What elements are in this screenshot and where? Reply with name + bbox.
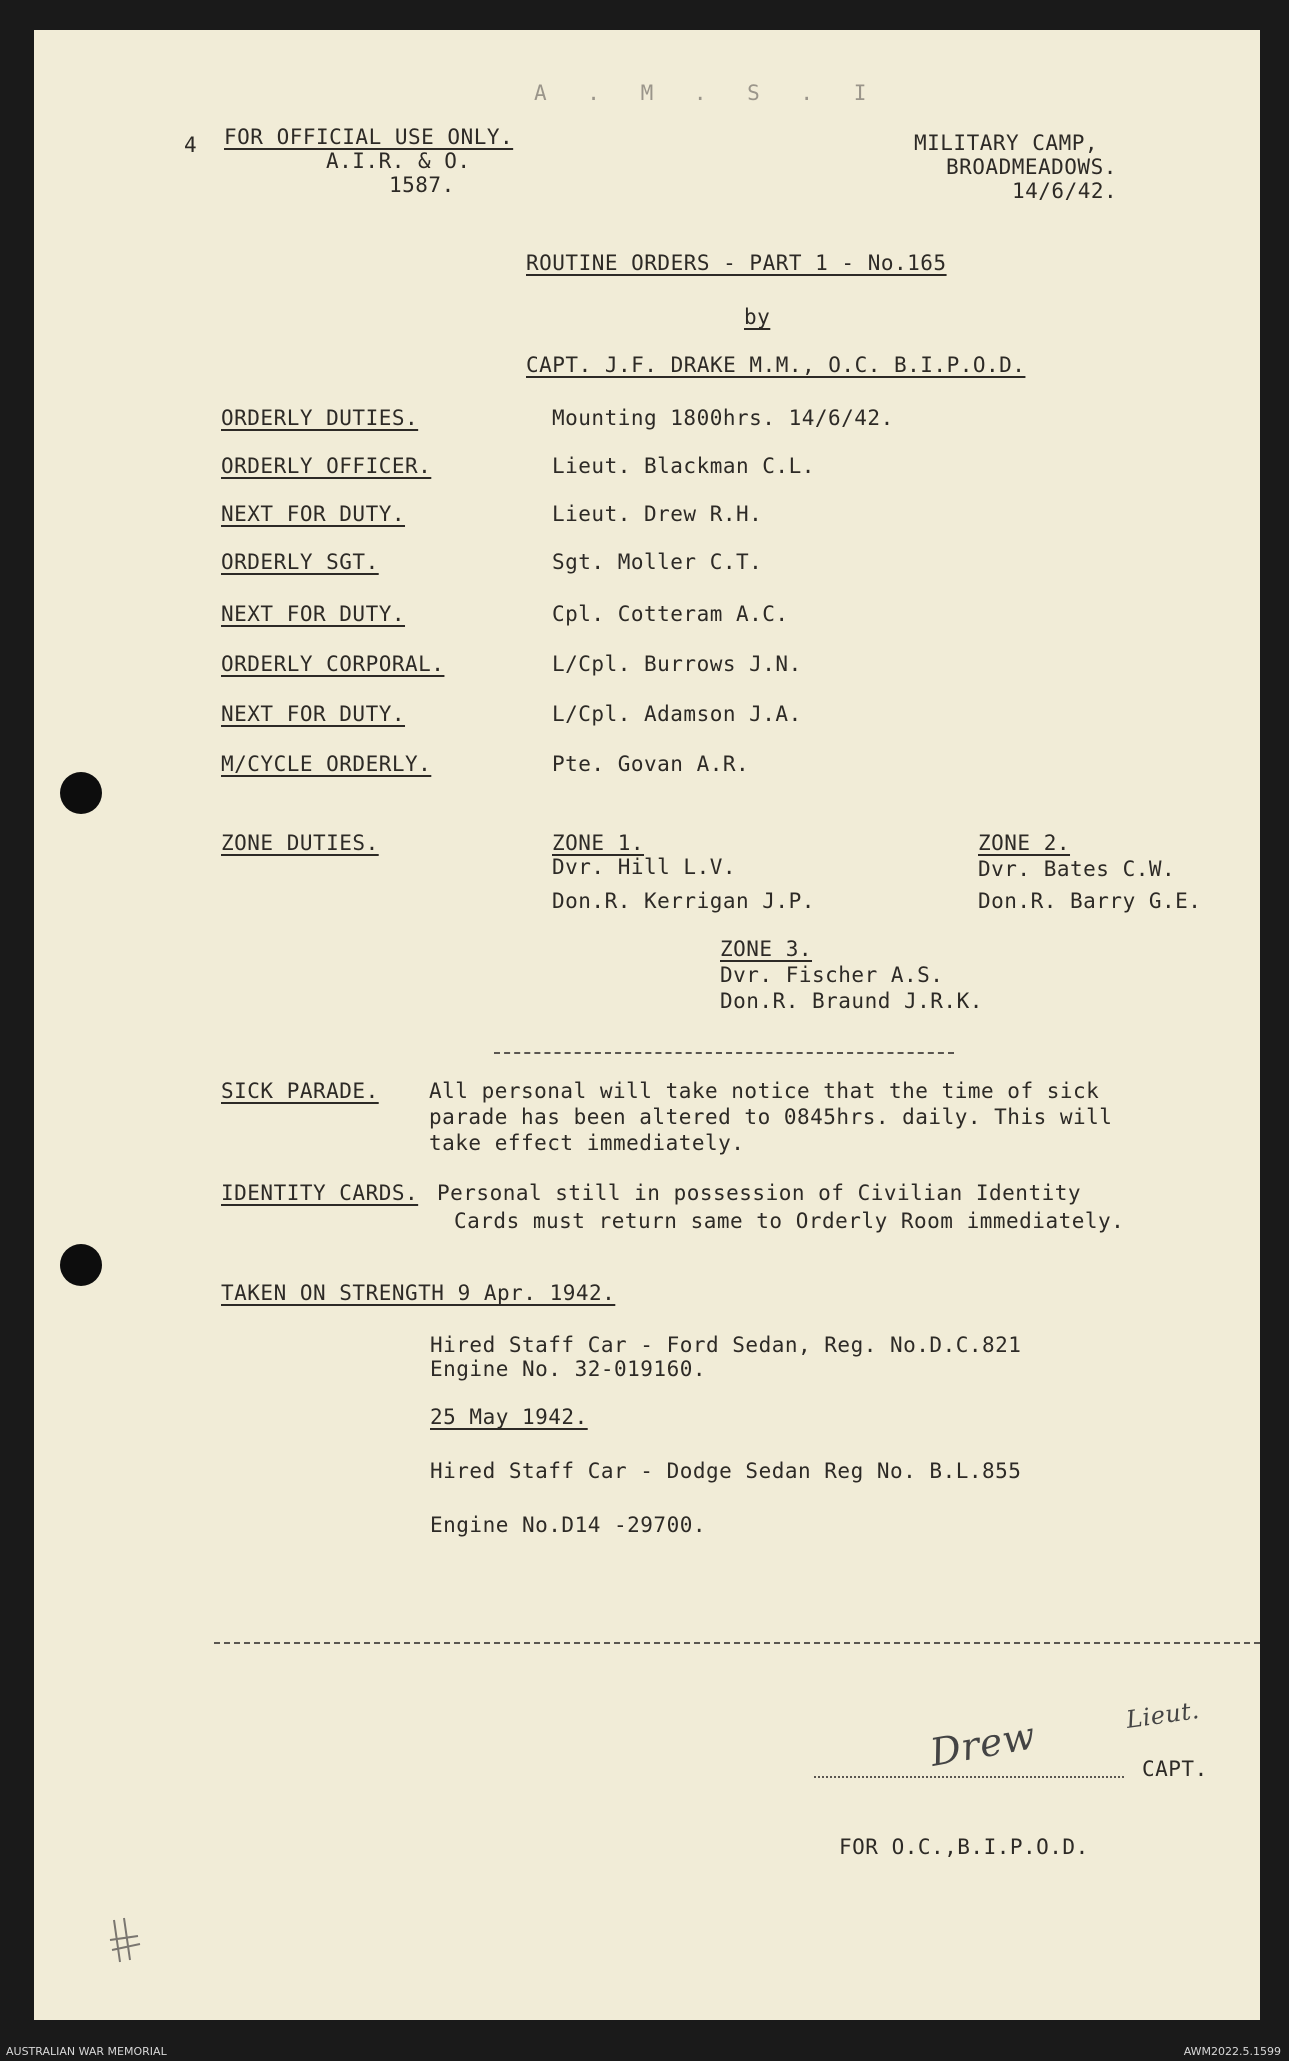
duty-value: Lieut. Drew R.H. — [552, 502, 763, 526]
vehicle-line: Hired Staff Car - Ford Sedan, Reg. No.D.C.821 — [430, 1333, 1022, 1357]
vehicle-line: Hired Staff Car - Dodge Sedan Reg No. B.L.855 — [430, 1459, 1022, 1483]
air-number: 1587. — [389, 173, 455, 197]
document-date: 14/6/42. — [1012, 179, 1118, 203]
top-strip: A . M . S . I — [534, 81, 881, 105]
sick-parade-line: take effect immediately. — [429, 1131, 745, 1155]
duty-label: M/CYCLE ORDERLY. — [221, 752, 432, 776]
zone2-line: Don.R. Barry G.E. — [978, 889, 1202, 913]
sick-parade-label: SICK PARADE. — [221, 1079, 379, 1103]
handwritten-signature: Drew — [926, 1713, 1039, 1775]
zone-duties-label: ZONE DUTIES. — [221, 831, 379, 855]
footer-source: AUSTRALIAN WAR MEMORIAL — [6, 2045, 167, 2058]
signature-line — [814, 1776, 1124, 1778]
camp-location: BROADMEADOWS. — [946, 155, 1117, 179]
separator-rule — [494, 1052, 954, 1054]
identity-cards-line: Personal still in possession of Civilian Identity — [437, 1181, 1082, 1205]
duty-value: L/Cpl. Adamson J.A. — [552, 702, 802, 726]
zone2-line: Dvr. Bates C.W. — [978, 857, 1176, 881]
official-use-mark: 4 — [184, 133, 198, 157]
duty-label: ORDERLY SGT. — [221, 550, 379, 574]
duty-label: NEXT FOR DUTY. — [221, 602, 406, 626]
footer-accession: AWM2022.5.1599 — [1183, 2045, 1281, 2058]
sick-parade-line: All personal will take notice that the time of sick — [429, 1079, 1100, 1103]
taken-on-strength-heading: TAKEN ON STRENGTH 9 Apr. 1942. — [221, 1281, 616, 1305]
duty-label: ORDERLY OFFICER. — [221, 454, 432, 478]
duty-label: NEXT FOR DUTY. — [221, 502, 406, 526]
zone1-line: Don.R. Kerrigan J.P. — [552, 889, 815, 913]
duty-value: Sgt. Moller C.T. — [552, 550, 763, 574]
signatory-for: FOR O.C.,B.I.P.O.D. — [839, 1835, 1089, 1859]
handwritten-rank: Lieut. — [1124, 1696, 1202, 1734]
sick-parade-line: parade has been altered to 0845hrs. daily. This will — [429, 1105, 1113, 1129]
punch-hole — [60, 772, 102, 814]
vehicle-line: Engine No.D14 -29700. — [430, 1513, 707, 1537]
identity-cards-label: IDENTITY CARDS. — [221, 1181, 419, 1205]
duty-value: L/Cpl. Burrows J.N. — [552, 652, 802, 676]
duty-label: ORDERLY DUTIES. — [221, 406, 419, 430]
document-page — [34, 30, 1260, 2020]
camp-name: MILITARY CAMP, — [914, 131, 1099, 155]
zone3-line: Don.R. Braund J.R.K. — [720, 989, 983, 1013]
zone2-title: ZONE 2. — [978, 831, 1071, 855]
separator-rule — [214, 1642, 1260, 1644]
zone1-line: Dvr. Hill L.V. — [552, 855, 737, 879]
duty-value: Lieut. Blackman C.L. — [552, 454, 815, 478]
pencil-mark — [106, 1910, 146, 1970]
signatory-rank: CAPT. — [1142, 1757, 1208, 1781]
duty-value: Cpl. Cotteram A.C. — [552, 602, 789, 626]
zone3-line: Dvr. Fischer A.S. — [720, 963, 944, 987]
duty-value: Pte. Govan A.R. — [552, 752, 750, 776]
identity-cards-line: Cards must return same to Orderly Room immediately. — [454, 1209, 1125, 1233]
punch-hole — [60, 1244, 102, 1286]
document-title: ROUTINE ORDERS - PART 1 - No.165 — [526, 251, 947, 275]
official-use-line: FOR OFFICIAL USE ONLY. — [224, 125, 514, 149]
air-ref: A.I.R. & O. — [326, 149, 471, 173]
zone3-title: ZONE 3. — [720, 937, 813, 961]
zone1-title: ZONE 1. — [552, 831, 645, 855]
duty-label: NEXT FOR DUTY. — [221, 702, 406, 726]
duty-value: Mounting 1800hrs. 14/6/42. — [552, 406, 894, 430]
vehicle-date: 25 May 1942. — [430, 1405, 588, 1429]
duty-label: ORDERLY CORPORAL. — [221, 652, 445, 676]
issuing-officer: CAPT. J.F. DRAKE M.M., O.C. B.I.P.O.D. — [526, 353, 1026, 377]
vehicle-line: Engine No. 32-019160. — [430, 1357, 707, 1381]
title-by: by — [744, 305, 771, 329]
